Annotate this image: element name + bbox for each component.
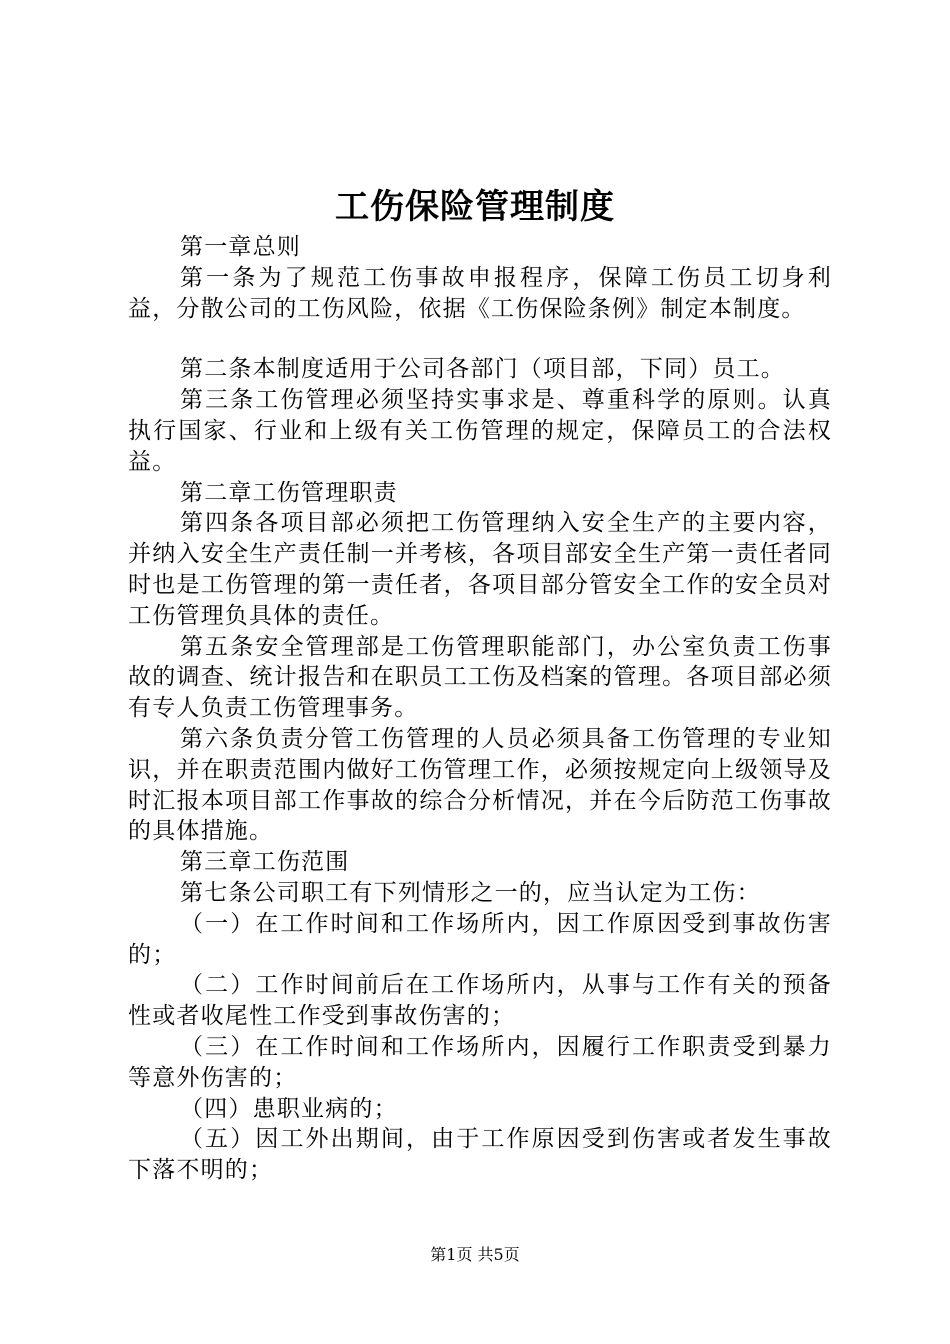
article-paragraph: 第一条为了规范工伤事故申报程序，保障工伤员工切身利益，分散公司的工伤风险，依据《工伤保险条例》制定本制度。 <box>128 264 832 322</box>
article-paragraph: 第七条公司职工有下列情形之一的，应当认定为工伤： <box>180 879 761 906</box>
article-paragraph: 第三条工伤管理必须坚持实事求是、尊重科学的原则。认真执行国家、行业和上级有关工伤管理的规定，保障员工的合法权益。 <box>128 387 832 475</box>
document-title: 工伤保险管理制度 <box>335 187 615 227</box>
article-paragraph: 第五条安全管理部是工伤管理职能部门，办公室负责工伤事故的调查、统计报告和在职员工工伤及档案的管理。各项目部必须有专人负责工伤管理事务。 <box>128 633 832 722</box>
list-item: （二）工作时间前后在工作场所内，从事与工作有关的预备性或者收尾性工作受到事故伤害的； <box>128 972 832 1030</box>
page-number: 第1页 共5页 <box>430 1245 520 1264</box>
list-item: （三）在工作时间和工作场所内，因履行工作职责受到暴力等意外伤害的； <box>128 1033 832 1091</box>
article-paragraph: 第二条本制度适用于公司各部门（项目部，下同）员工。 <box>180 356 785 383</box>
chapter-heading: 第三章工伤范围 <box>180 849 350 876</box>
chapter-heading: 第一章总则 <box>180 234 301 260</box>
document-body <box>128 232 832 1186</box>
chapter-heading: 第二章工伤管理职责 <box>180 479 398 506</box>
list-item: （五）因工外出期间，由于工作原因受到伤害或者发生事故下落不明的； <box>128 1126 832 1184</box>
article-paragraph: 第四条各项目部必须把工伤管理纳入安全生产的主要内容，并纳入安全生产责任制一并考核，各项目部安全生产第一责任者同时也是工伤管理的第一责任者，各项目部分管安全工作的安全员对工伤管理负具体的责任。 <box>128 510 832 629</box>
list-item: （四）患职业病的； <box>180 1095 398 1122</box>
list-item: （一）在工作时间和工作场所内，因工作原因受到事故伤害的； <box>128 910 832 968</box>
article-paragraph: 第六条负责分管工伤管理的人员必须具备工伤管理的专业知识，并在职责范围内做好工伤管理工作，必须按规定向上级领导及时汇报本项目部工作事故的综合分析情况，并在今后防范工伤事故的具体措施。 <box>128 725 832 845</box>
